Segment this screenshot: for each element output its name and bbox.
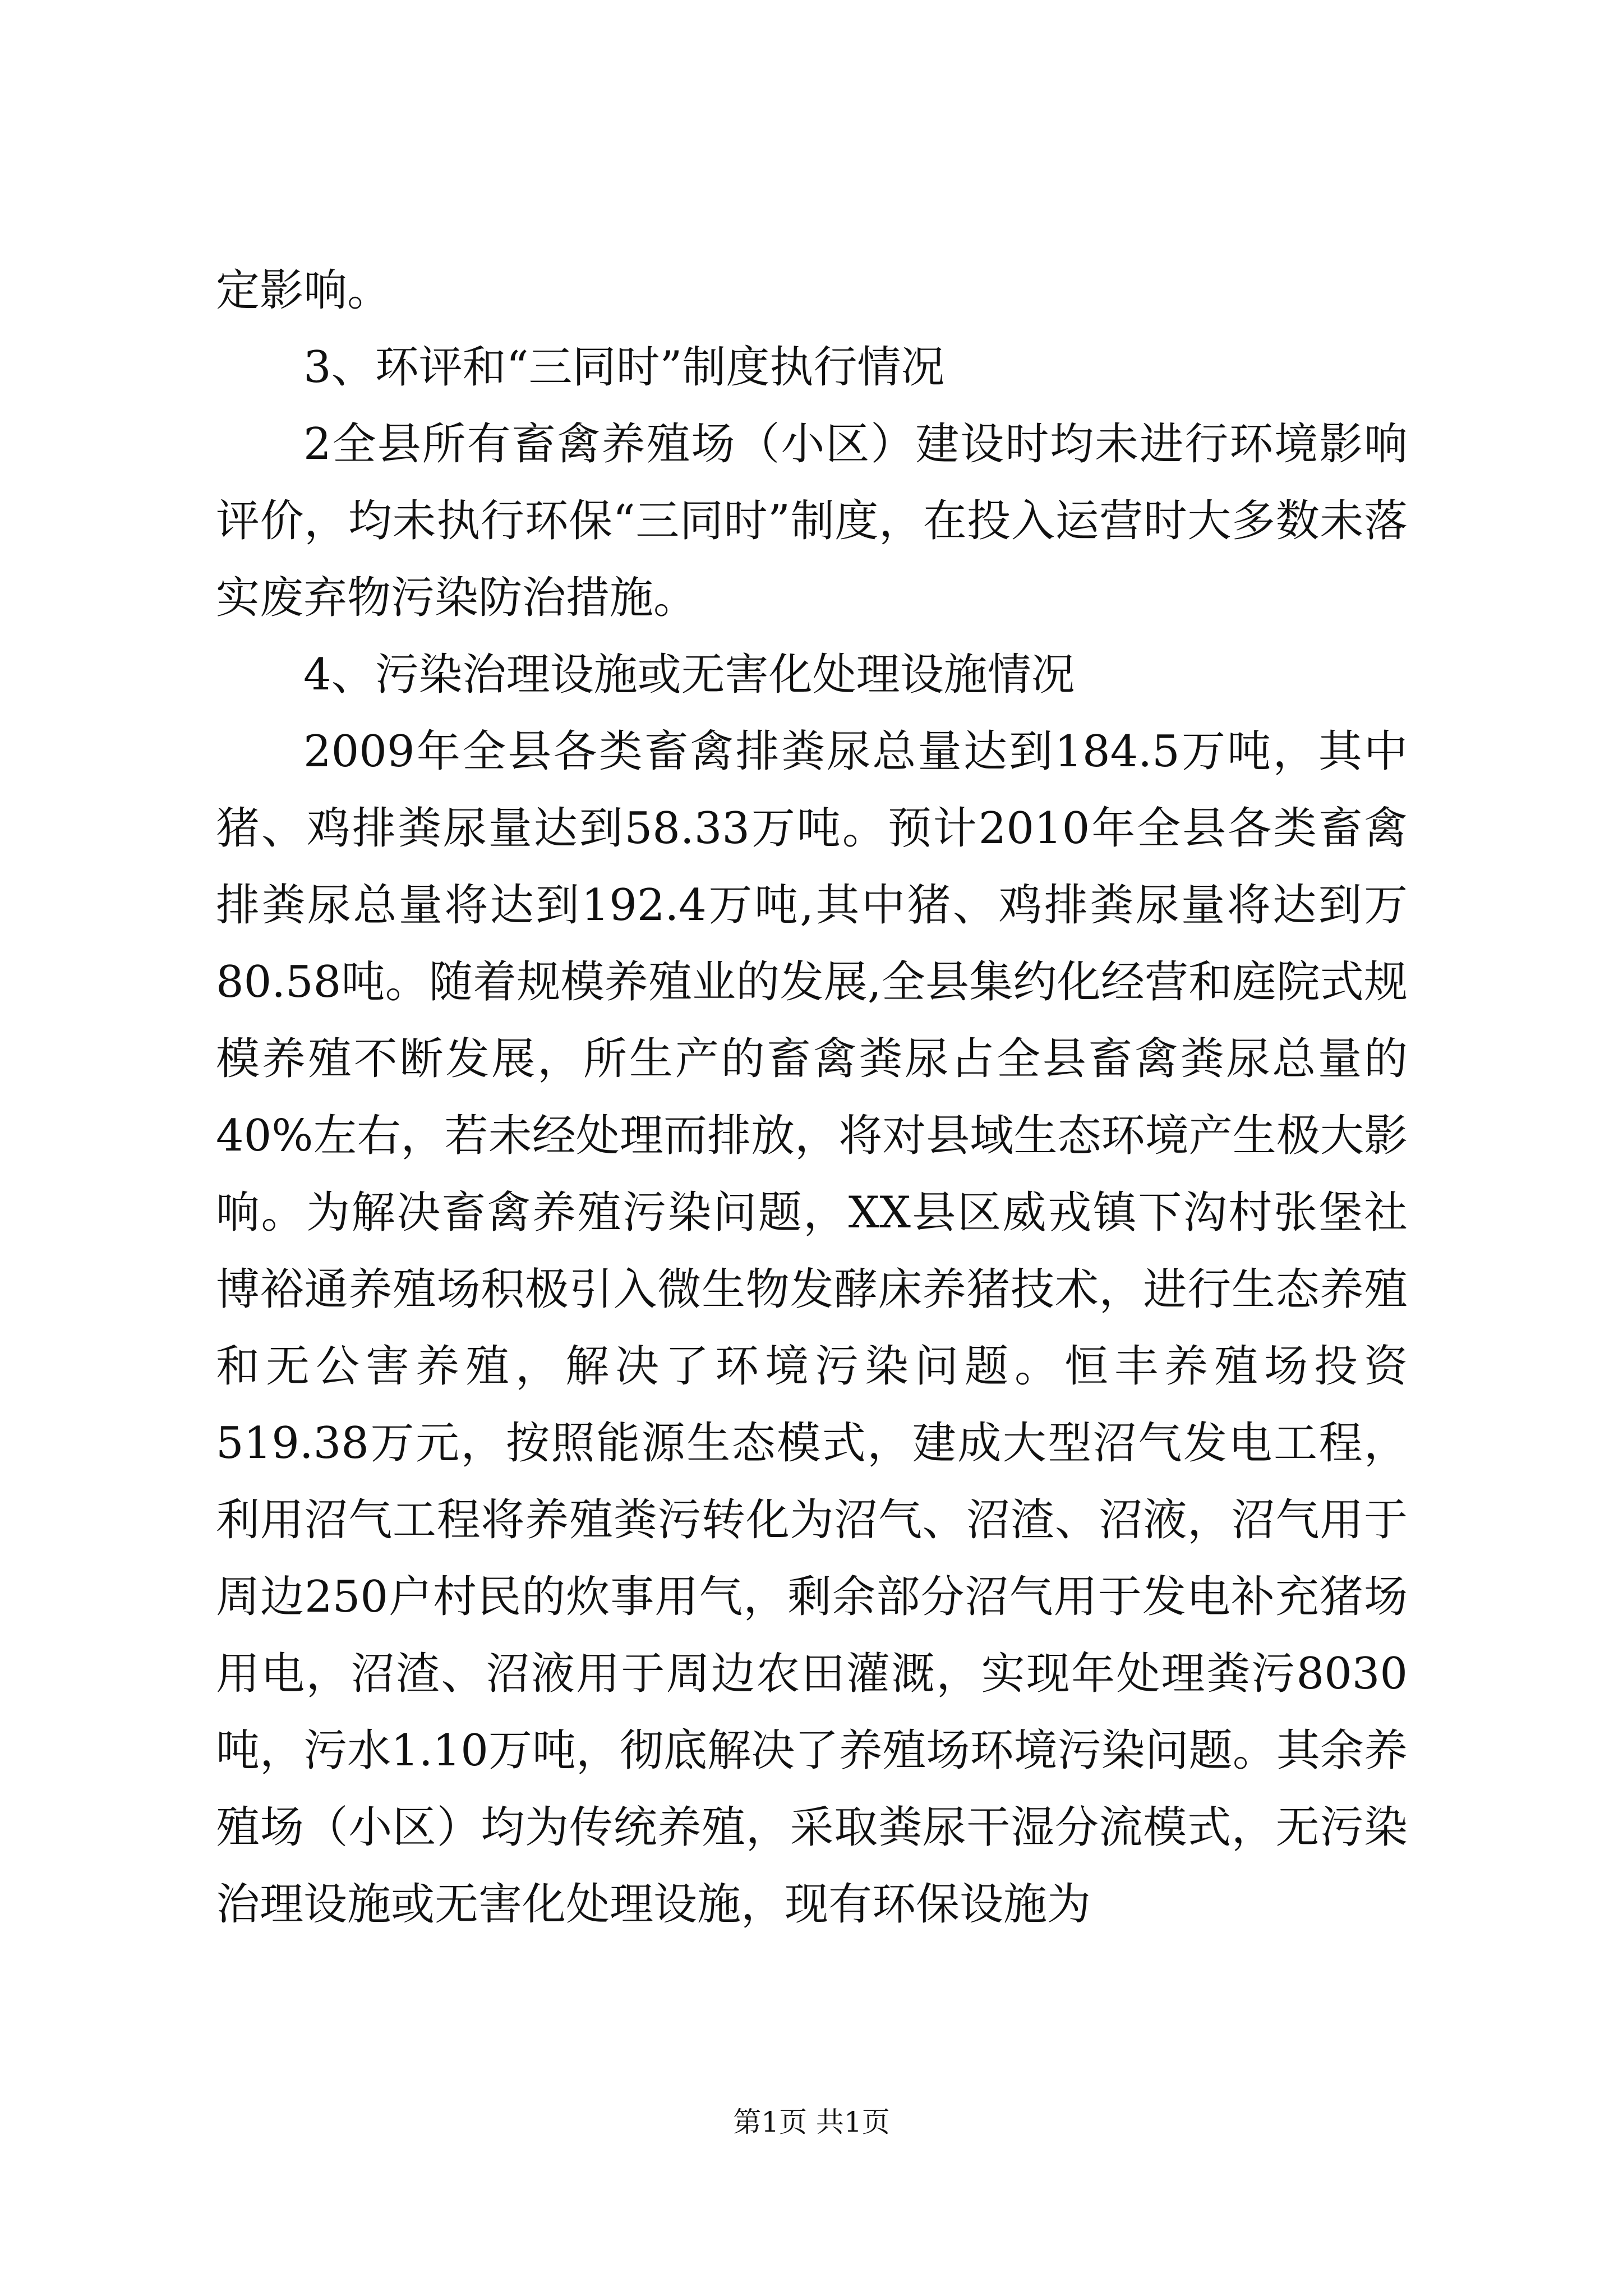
heading-section-3: 3、环评和“三同时”制度执行情况	[303, 342, 945, 393]
paragraph-continuation: 定影响。	[216, 265, 391, 316]
heading-section-4: 4、污染治理设施或无害化处理设施情况	[303, 650, 1075, 700]
page-footer: 第1页 共1页	[733, 2106, 890, 2138]
paragraph-eia-status: 2全县所有畜禽养殖场（小区）建设时均未进行环境影响评价，均未执行环保“三同时”制度，在投入运营时大多数未落实废弃物污染防治措施。	[216, 419, 1408, 623]
paragraph-pollution-treatment: 2009年全县各类畜禽排粪尿总量达到184.5万吨，其中猪、鸡排粪尿量达到58.33万吨。预计2010年全县各类畜禽排粪尿总量将达到192.4万吨,其中猪、鸡排粪尿量将达到万80.58吨。随着规模养殖业的发展,全县集约化经营和庭院式规模养殖不断发展，所生产的畜禽粪尿占全县畜禽粪尿总量的40%左右，若未经处理而排放，将对县域生态环境产生极大影响。为解决畜禽养殖污染问题，XX县区威戎镇下沟村张堡社博裕通养殖场积极引入微生物发酵床养猪技术，进行生态养殖和无公害养殖，解决了环境污染问题。恒丰养殖场投资519.38万元，按照能源生态模式，建成大型沼气发电工程，利用沼气工程将养殖粪污转化为沼气、沼渣、沼液，沼气用于周边250户村民的炊事用气，剩余部分沼气用于发电补充猪场用电，沼渣、沼液用于周边农田灌溉，实现年处理粪污8030吨，污水1.10万吨，彻底解决了养殖场环境污染问题。其余养殖场（小区）均为传统养殖，采取粪尿干湿分流模式，无污染治理设施或无害化处理设施，现有环保设施为	[216, 726, 1408, 1930]
document-body	[216, 252, 1408, 1943]
